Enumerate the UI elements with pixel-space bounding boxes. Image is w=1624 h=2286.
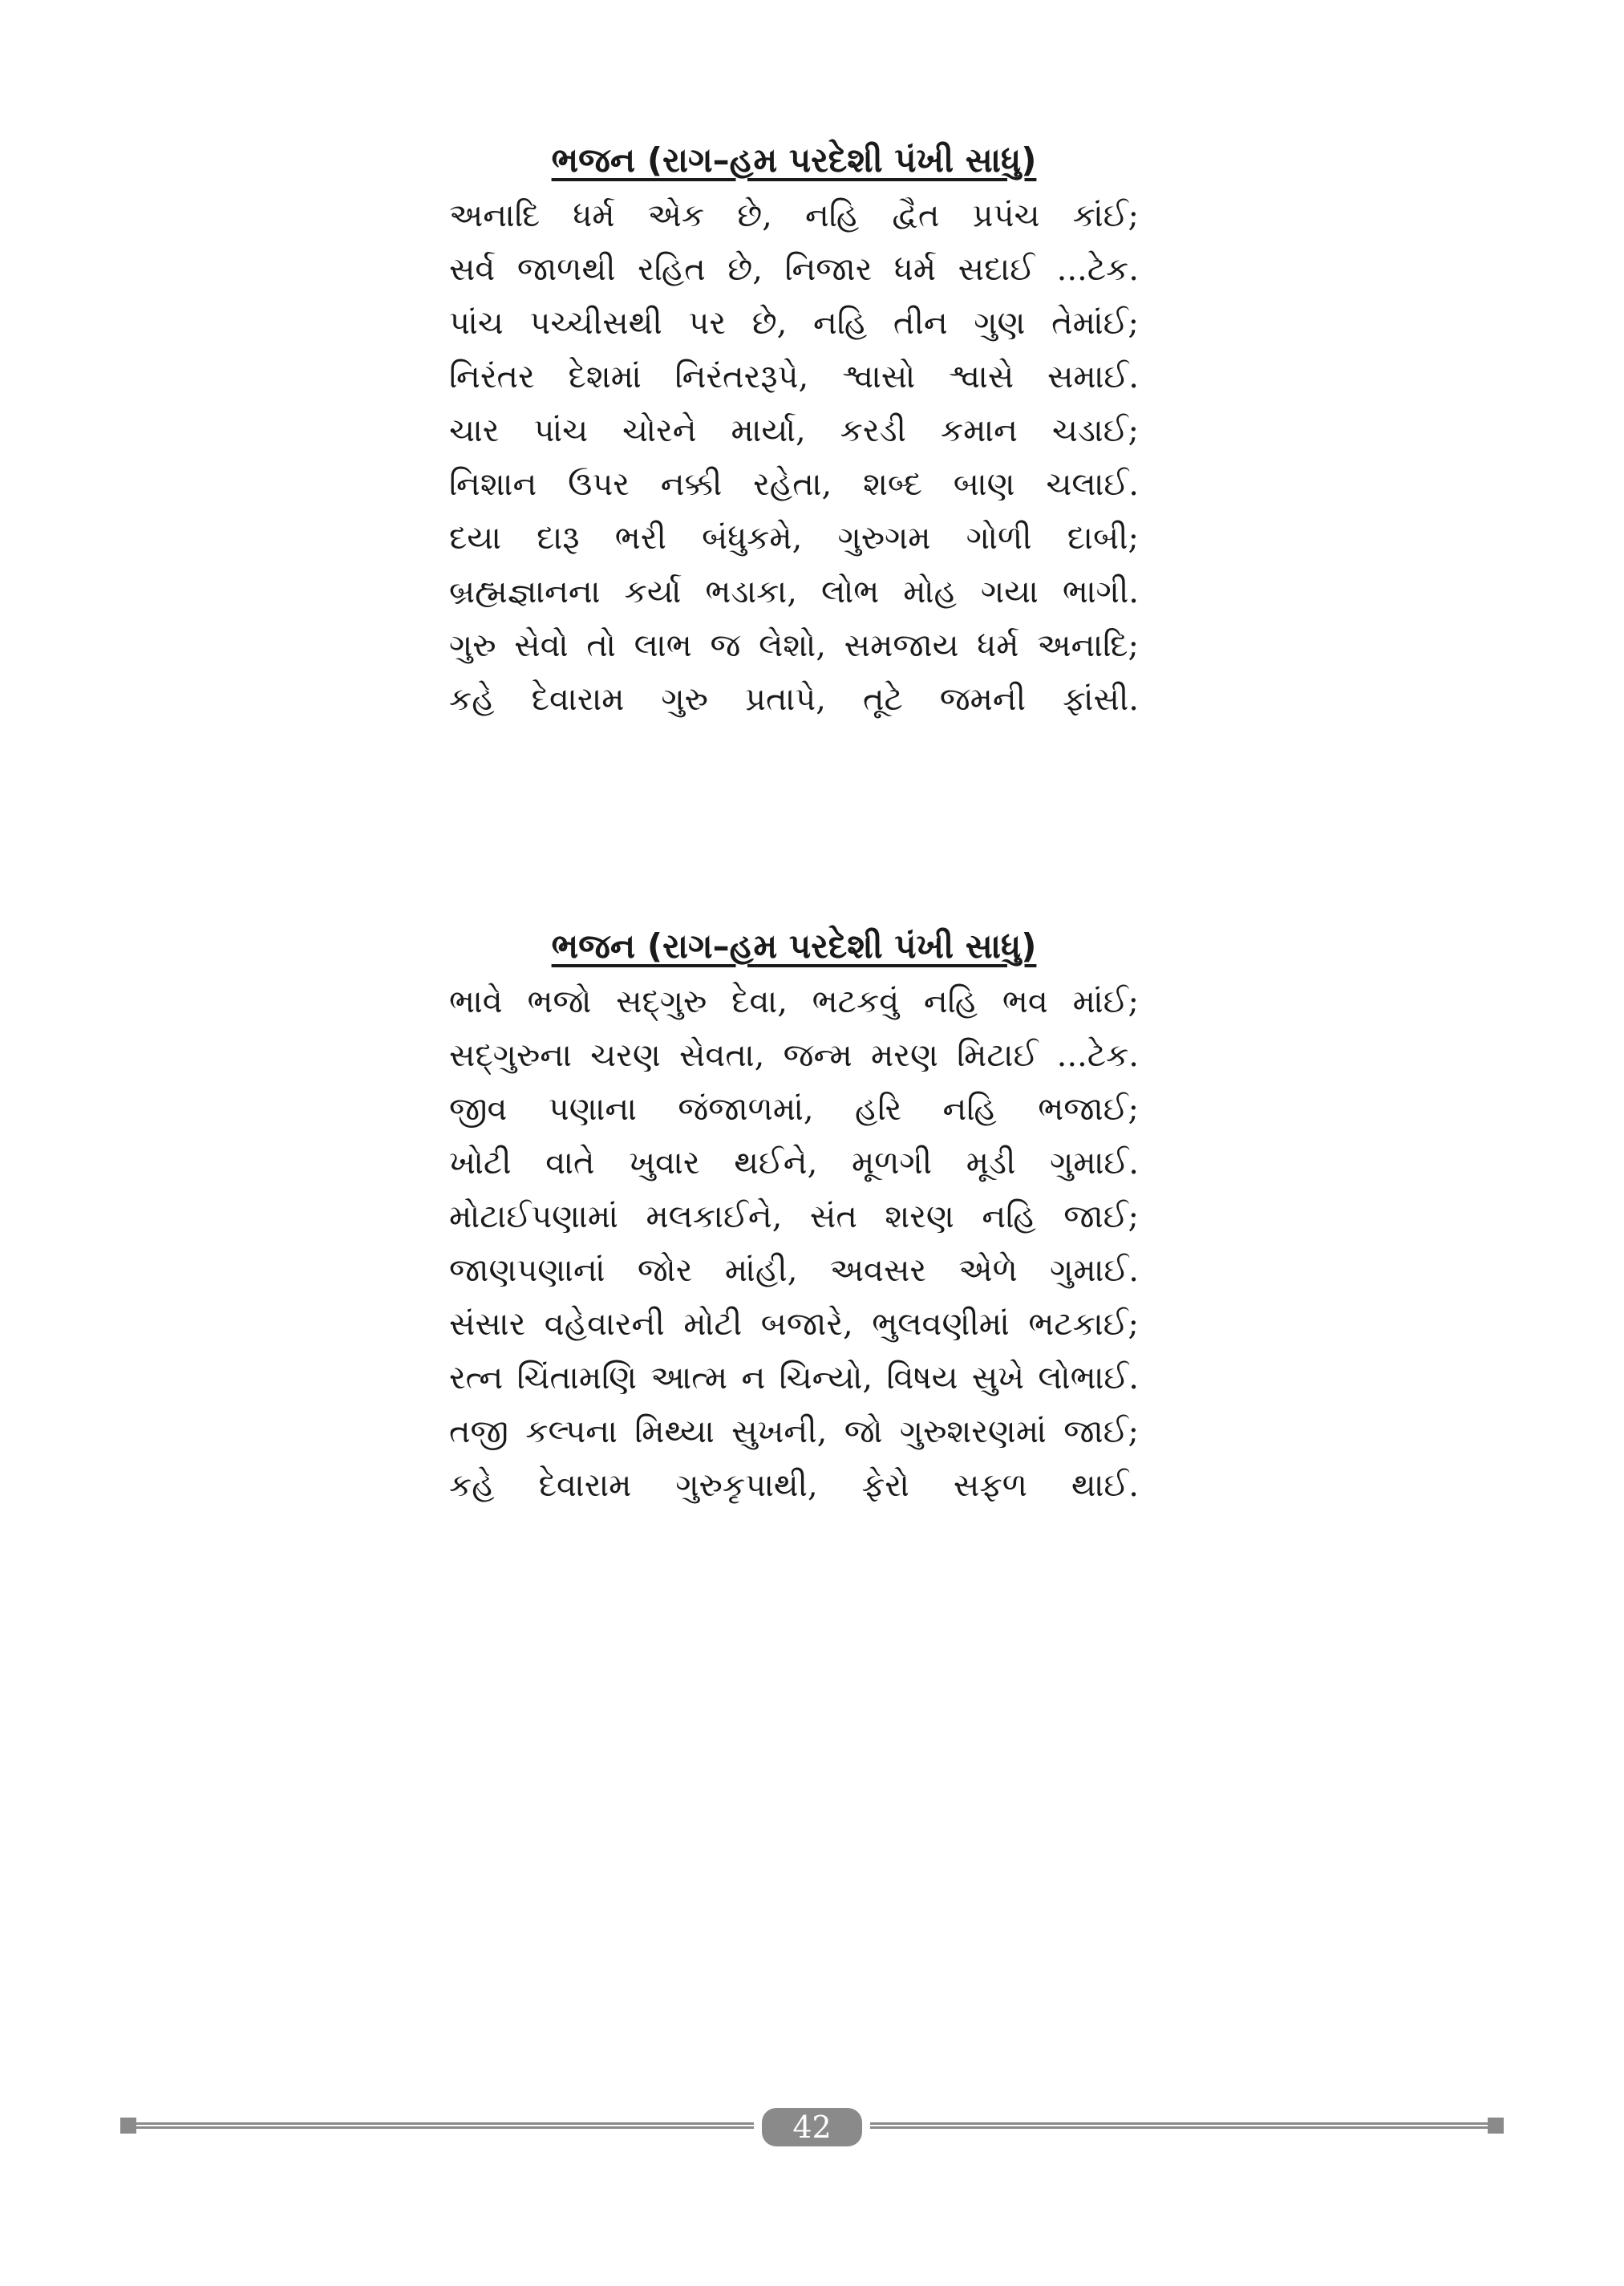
footer-rule-left: [136, 2122, 754, 2129]
verse-line: દયા દારૂ ભરી બંધુકમે, ગુરુગમ ગોળી દાબી;: [449, 520, 1139, 557]
verse-line: અનાદિ ધર્મ એક છે, નહિ દ્વૈત પ્રપંચ કાંઈ;: [449, 197, 1139, 234]
page-number-badge: 42: [762, 2108, 862, 2146]
verse-line: તજી કલ્પના મિથ્યા સુખની, જો ગુરુશરણમાં જાઈ;: [449, 1413, 1139, 1450]
verse-line: ખોટી વાતે ખુવાર થઈને, મૂળગી મૂડી ગુમાઈ.: [449, 1145, 1139, 1182]
verse-block: [433, 975, 1155, 1513]
footer-rule-cap-right: [1488, 2118, 1504, 2134]
footer-rule-right: [870, 2122, 1488, 2129]
verse-line: સદ્‌ગુરુના ચરણ સેવતા, જન્મ મરણ મિટાઈ ...ટેક.: [449, 1037, 1139, 1074]
verse-line: નિરંતર દેશમાં નિરંતરરૂપે, શ્વાસો શ્વાસે સમાઈ.: [449, 359, 1139, 395]
footer-rule-cap-left: [120, 2118, 136, 2134]
verse-line: કહે દેવારામ ગુરુ પ્રતાપે, તૂટે જમની ફાંસી.: [449, 681, 1139, 718]
verse-line: ગુરુ સેવો તો લાભ જ લેશો, સમજાય ધર્મ અનાદિ;: [449, 627, 1139, 664]
bhajan-title: ભજન (રાગ–હમ પરદેશી પંખી સાધુ): [551, 926, 1037, 966]
page-footer: [120, 2108, 1504, 2146]
verse-line: મોટાઈપણામાં મલકાઈને, સંત શરણ નહિ જાઈ;: [449, 1198, 1139, 1235]
verse-line: સર્વ જાળથી રહિત છે, નિજાર ધર્મ સદાઈ ...ટેક.: [449, 251, 1139, 288]
verse-line: પાંચ પચ્ચીસથી પર છે, નહિ તીન ગુણ તેમાંઈ;: [449, 305, 1139, 342]
verse-line: સંસાર વહેવારની મોટી બજારે, ભુલવણીમાં ભટકાઈ;: [449, 1306, 1139, 1343]
verse-line: ચાર પાંચ ચોરને માર્યા, કરડી કમાન ચડાઈ;: [449, 412, 1139, 449]
verse-line: જાણપણાનાં જોર માંહી, અવસર એળે ગુમાઈ.: [449, 1252, 1139, 1289]
verse-block: [433, 189, 1155, 727]
verse-line: ભાવે ભજો સદ્‌ગુરુ દેવા, ભટકવું નહિ ભવ માંઈ;: [449, 983, 1139, 1020]
verse-line: જીવ પણાના જંજાળમાં, હરિ નહિ ભજાઈ;: [449, 1091, 1139, 1128]
verse-line: નિશાન ઉપર નક્કી રહેતા, શબ્દ બાણ ચલાઈ.: [449, 466, 1139, 503]
verse-line: કહે દેવારામ ગુરુકૃપાથી, ફેરો સફળ થાઈ.: [449, 1467, 1139, 1504]
bhajan-section-2: [433, 922, 1155, 1513]
bhajan-section-1: [433, 136, 1155, 727]
bhajan-title: ભજન (રાગ–હમ પરદેશી પંખી સાધુ): [551, 140, 1037, 180]
verse-line: રત્ન ચિંતામણિ આત્મ ન ચિન્યો, વિષય સુખે લોભાઈ.: [449, 1360, 1139, 1396]
verse-line: બ્રહ્મજ્ઞાનના કર્યા ભડાકા, લોભ મોહ ગયા ભાગી.: [449, 574, 1139, 610]
